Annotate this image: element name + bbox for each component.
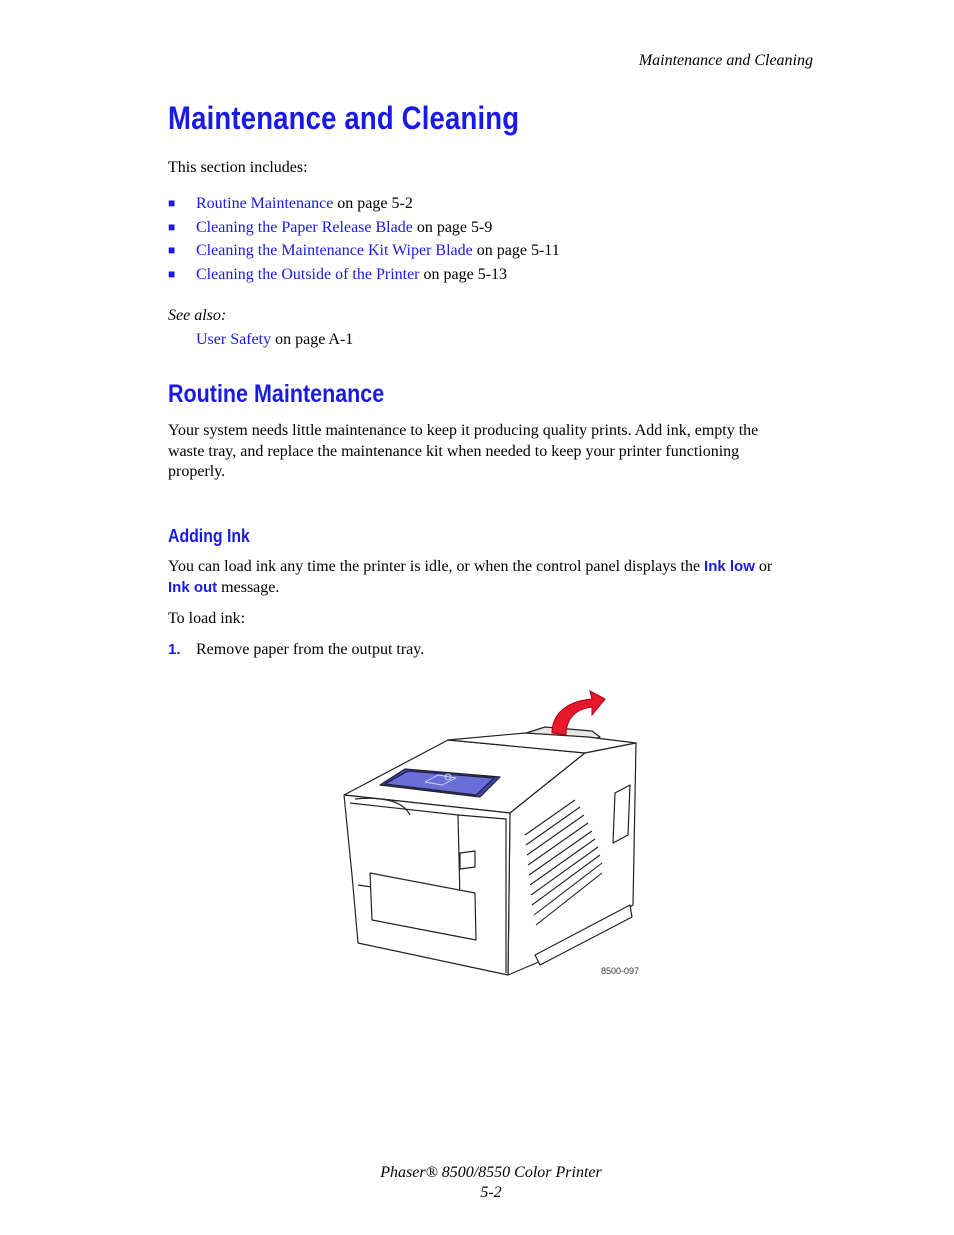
toc-link-paper-release-blade[interactable]: Cleaning the Paper Release Blade xyxy=(196,219,413,236)
body-text: message. xyxy=(217,578,280,596)
message-ink-out: Ink out xyxy=(168,578,218,596)
remove-paper-arrow-icon xyxy=(552,691,605,735)
footer-page-number: 5-2 xyxy=(480,1184,502,1201)
body-line: properly. xyxy=(168,463,226,480)
toc-link-outside-printer[interactable]: Cleaning the Outside of the Printer xyxy=(196,266,420,283)
toc-page-ref: on page 5-9 xyxy=(412,219,493,236)
see-also-label: See also: xyxy=(168,307,227,324)
body-line: Your system needs little maintenance to keep it producing quality prints. Add ink, empty the xyxy=(168,422,759,439)
section-body xyxy=(168,421,758,483)
bullet-square-icon: ■ xyxy=(168,220,176,234)
body-line xyxy=(168,578,772,599)
toc-item xyxy=(168,266,507,284)
toc-item xyxy=(168,242,560,260)
toc-link-wiper-blade[interactable]: Cleaning the Maintenance Kit Wiper Blade xyxy=(196,242,473,259)
toc-item xyxy=(168,219,492,237)
toc-link-routine-maintenance[interactable]: Routine Maintenance xyxy=(196,195,334,212)
bullet-square-icon: ■ xyxy=(168,196,176,210)
running-header: Maintenance and Cleaning xyxy=(638,52,813,69)
figure-label: 8500-097 xyxy=(601,966,640,976)
printer-illustration xyxy=(330,685,650,985)
intro-text: This section includes: xyxy=(168,159,308,176)
bullet-square-icon: ■ xyxy=(168,267,176,281)
see-also-item xyxy=(196,330,353,351)
step-text: Remove paper from the output tray. xyxy=(196,641,425,658)
body-text: You can load ink any time the printer is idle, or when the control panel displays the xyxy=(168,558,705,575)
adding-ink-body xyxy=(168,557,772,598)
to-load-text: To load ink: xyxy=(168,610,246,627)
footer-product: Phaser® 8500/8550 Color Printer xyxy=(380,1164,602,1181)
toc-page-ref: on page 5-13 xyxy=(419,266,508,283)
see-also-page-ref: on page A-1 xyxy=(271,331,354,348)
toc-item xyxy=(168,195,413,213)
section-title: Routine Maintenance xyxy=(168,380,385,408)
see-also-link-user-safety[interactable]: User Safety xyxy=(196,331,272,348)
body-line: waste tray, and replace the maintenance kit when needed to keep your printer functioning xyxy=(168,442,740,460)
bullet-square-icon: ■ xyxy=(168,243,176,257)
toc-page-ref: on page 5-11 xyxy=(472,242,560,259)
message-ink-low: Ink low xyxy=(704,558,755,575)
page-title: Maintenance and Cleaning xyxy=(168,100,520,136)
step-number: 1. xyxy=(168,641,181,658)
subsection-title: Adding Ink xyxy=(168,526,250,546)
step-1 xyxy=(168,640,424,661)
body-line xyxy=(168,557,772,578)
body-text: or xyxy=(754,558,773,575)
toc-page-ref: on page 5-2 xyxy=(333,195,413,212)
